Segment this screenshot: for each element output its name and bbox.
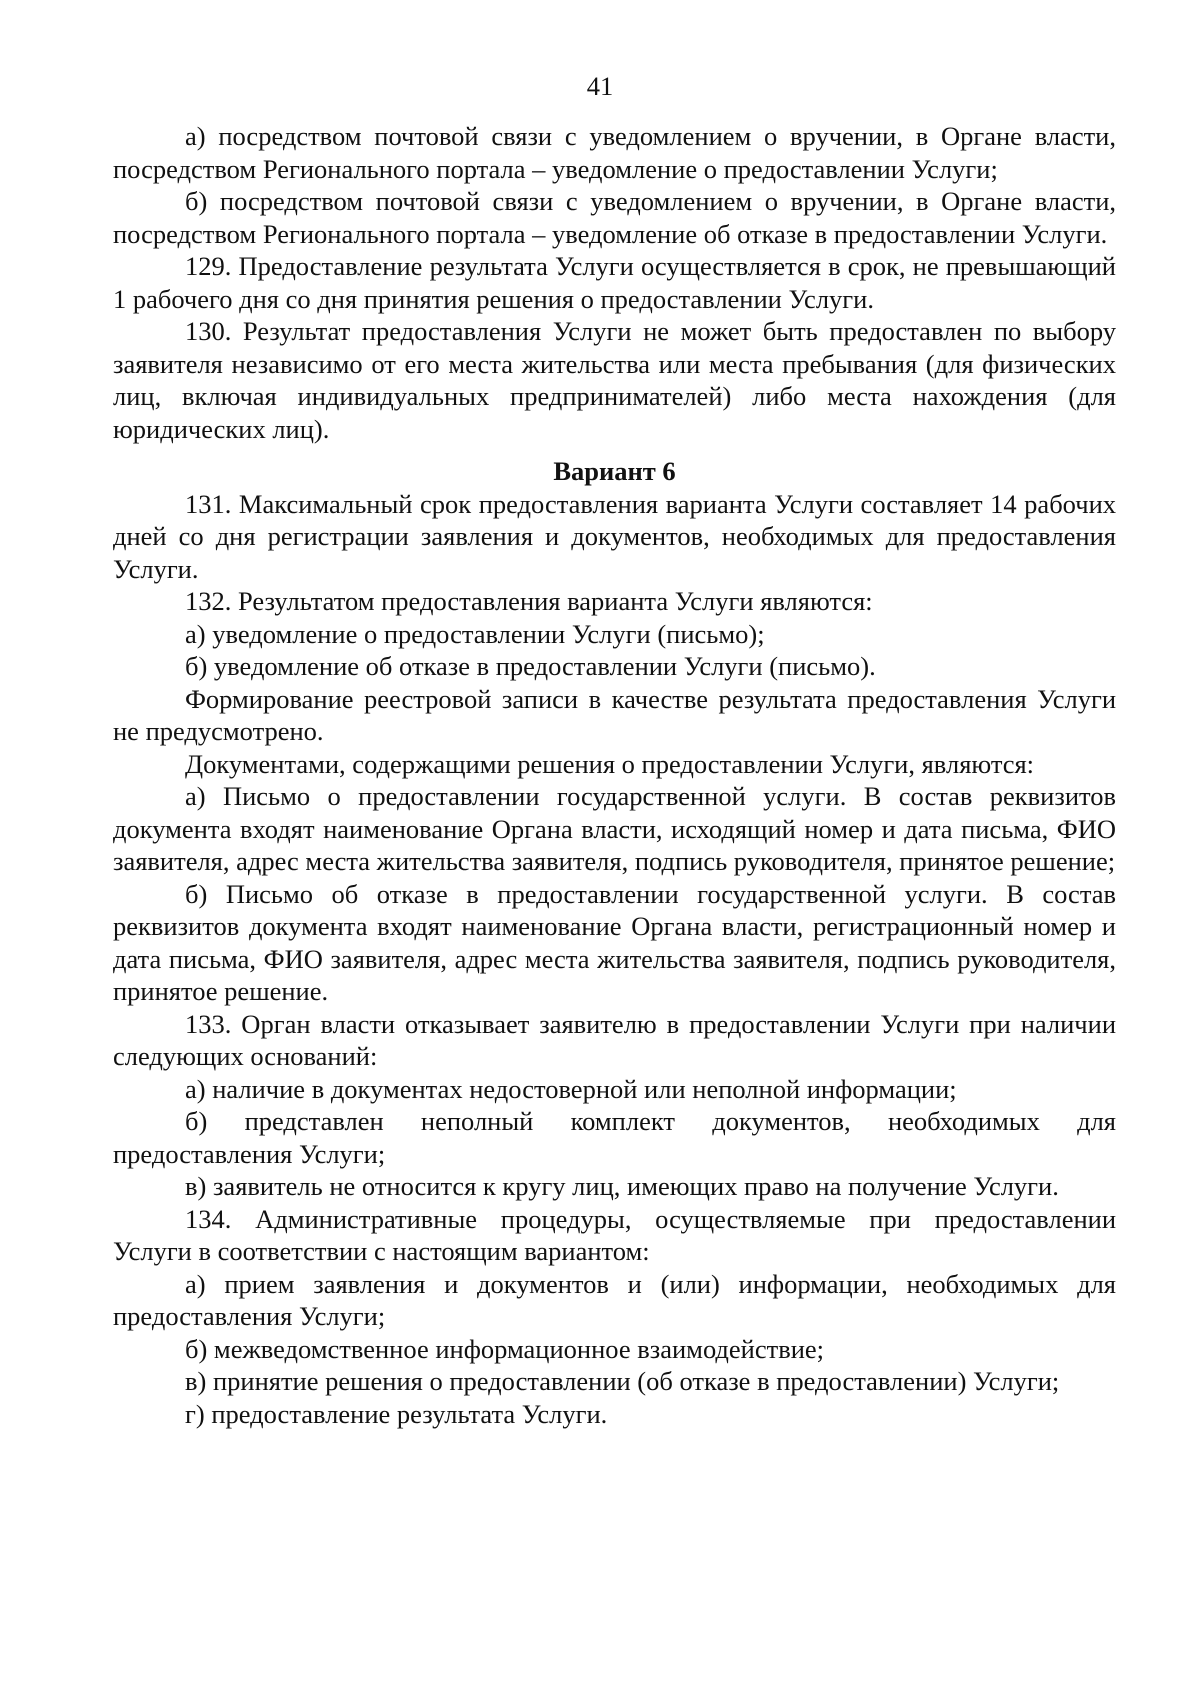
list-item-decision-b: б) Письмо об отказе в предоставлении государственной услуги. В состав реквизитов документа входят наименование Органа власти, регистрационный номер и дата письма, ФИО заявителя, адрес места жительства заявителя, подпись руководителя, принятое решение.	[113, 878, 1116, 1006]
document-body	[113, 120, 1116, 1430]
list-item-133-v: в) заявитель не относится к кругу лиц, имеющих право на получение Услуги.	[185, 1171, 1059, 1201]
paragraph-130: 130. Результат предоставления Услуги не может быть предоставлен по выбору заявителя независимо от его места жительства или места пребывания (для физических лиц, включая индивидуальных предпринимателей) либо места нахождения (для юридических лиц).	[113, 316, 1116, 444]
paragraph-registry-record: Формирование реестровой записи в качестве результата предоставления Услуги не предусмотрено.	[113, 683, 1116, 746]
page-number: 41	[586, 71, 614, 101]
section-heading-variant-6: Вариант 6	[553, 456, 676, 486]
paragraph-134: 134. Административные процедуры, осуществляемые при предоставлении Услуги в соответствии с настоящим вариантом:	[113, 1203, 1116, 1266]
paragraph-132: 132. Результатом предоставления варианта Услуги являются:	[185, 586, 873, 616]
paragraph-decision-documents: Документами, содержащими решения о предоставлении Услуги, являются:	[185, 748, 1035, 779]
list-item-decision-a: а) Письмо о предоставлении государственной услуги. В состав реквизитов документа входят наименование Органа власти, исходящий номер и дата письма, ФИО заявителя, адрес места жительства заявителя, подпись руководителя, принятое решение;	[113, 781, 1116, 876]
list-item-134-a: а) прием заявления и документов и (или) информации, необходимых для предоставления Услуги;	[113, 1268, 1116, 1331]
list-item-133-b: б) представлен неполный комплект документов, необходимых для предоставления Услуги;	[113, 1106, 1116, 1169]
list-item-134-b: б) межведомственное информационное взаимодействие;	[185, 1333, 825, 1364]
list-item-133-a: а) наличие в документах недостоверной или неполной информации;	[185, 1073, 957, 1104]
paragraph-133: 133. Орган власти отказывает заявителю в предоставлении Услуги при наличии следующих оснований:	[113, 1008, 1116, 1071]
paragraph-delivery-refusal: б) посредством почтовой связи с уведомлением о вручении, в Органе власти, посредством Регионального портала – уведомление об отказе в предоставлении Услуги.	[113, 186, 1116, 249]
list-item-132-b: б) уведомление об отказе в предоставлении Услуги (письмо).	[185, 651, 876, 681]
list-item-134-v: в) принятие решения о предоставлении (об отказе в предоставлении) Услуги;	[185, 1366, 1060, 1396]
paragraph-delivery-approval: а) посредством почтовой связи с уведомлением о вручении, в Органе власти, посредством Регионального портала – уведомление о предоставлении Услуги;	[113, 121, 1116, 184]
paragraph-129: 129. Предоставление результата Услуги осуществляется в срок, не превышающий 1 рабочего дня со дня принятия решения о предоставлении Услуги.	[113, 251, 1116, 314]
list-item-132-a: а) уведомление о предоставлении Услуги (письмо);	[185, 618, 765, 649]
list-item-134-g: г) предоставление результата Услуги.	[185, 1398, 608, 1429]
paragraph-131: 131. Максимальный срок предоставления варианта Услуги составляет 14 рабочих дней со дня регистрации заявления и документов, необходимых для предоставления Услуги.	[113, 488, 1116, 584]
